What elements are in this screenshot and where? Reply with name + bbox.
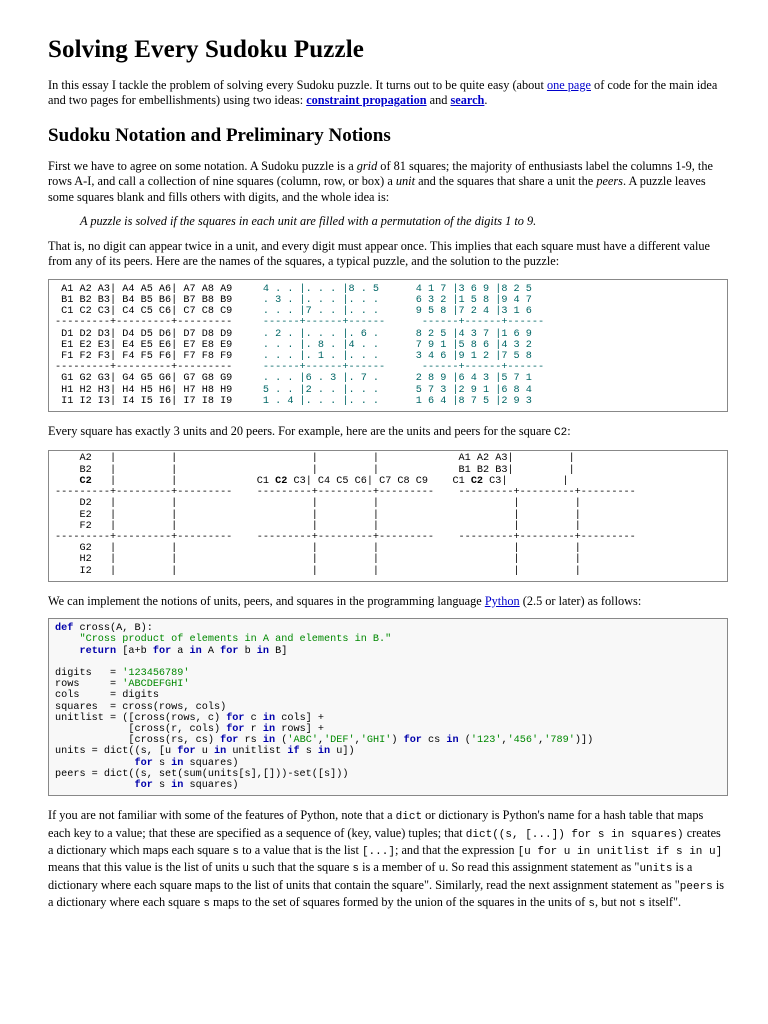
- square-names-row: C1 C2 C3| C4 C5 C6| C7 C8 C9: [55, 306, 233, 318]
- code-keyword: in: [262, 723, 276, 735]
- code-keyword: in: [256, 645, 270, 657]
- code-keyword: in: [213, 746, 227, 758]
- code-text: unitlist = ([cross(rows, c): [55, 712, 227, 724]
- solution-row: 2 8 9 |6 4 3 |5 7 1: [415, 373, 532, 385]
- column-unit-cell: A2: [55, 453, 111, 465]
- inline-code: s: [588, 898, 595, 911]
- code-keyword: for: [226, 723, 245, 735]
- section-heading: Sudoku Notation and Preliminary Notions: [48, 124, 391, 146]
- solution-row: 8 2 5 |4 3 7 |1 6 9: [415, 328, 532, 340]
- code-text: [55, 780, 134, 791]
- puzzle-row: 5 . . |2 . . |. . .: [262, 384, 380, 396]
- code-text: peers = dict((s, set(sum(units[s],[]))-set([s])): [55, 768, 349, 780]
- intro-text: and: [426, 93, 451, 108]
- code-text: cross(A, B):: [73, 623, 153, 635]
- code-keyword: return: [79, 645, 117, 657]
- code-text: [55, 657, 61, 668]
- python-code-block: [48, 618, 728, 796]
- article: [48, 30, 728, 922]
- code-text: digits =: [55, 667, 123, 679]
- code-text: (: [458, 735, 471, 747]
- code-keyword: in: [262, 712, 276, 724]
- paragraph-text: or dictionary is Python's name for a hash table that maps each key to a value; that these are specified as a sequence of (key, value) tuples; that: [48, 808, 704, 840]
- code-keyword: in: [171, 779, 184, 791]
- code-text: rows =: [55, 679, 123, 691]
- paragraph-text: :: [567, 424, 571, 439]
- code-text: [55, 646, 79, 657]
- solution-row: 4 1 7 |3 6 9 |8 2 5: [415, 283, 532, 295]
- separator-row: ---------+---------+--------- ---------+---------+--------- ---------+---------+---------: [55, 487, 636, 499]
- code-text: B]: [269, 645, 288, 657]
- code-text: [55, 758, 134, 769]
- paragraph-text: . So read this assignment statement as ": [445, 860, 640, 875]
- units-peers-block: A2 | | | | A1 A2 A3| | B2 | | | | B1 B2 B3| | C2 | | C1 C2 C3| C4 C5 C6| C7 C8 C9 C1 C2 C3| | ---------+---------+--------- ---------+---------+--------- ---------+---------+--------- D2 | | | | | | E2 | | | | | | F2 | | | | | | ---------+---------+--------- ---------+---------+--------- ---------+---------+--------- G2 | | | | | | H2 | | | | | | I2 | | | | | |: [48, 450, 728, 581]
- explanation-paragraph: [48, 808, 728, 912]
- inline-code: [...]: [361, 845, 395, 858]
- code-text: squares): [183, 779, 239, 791]
- column-unit-cell: B2: [55, 464, 111, 476]
- paragraph-text: , but not: [594, 895, 639, 910]
- inline-code: dict((s, [...]) for s in squares): [465, 828, 684, 841]
- solution-row: 5 7 3 |2 9 1 |6 8 4: [415, 384, 532, 396]
- key-idea-quote: A puzzle is solved if the squares in each unit are filled with a permutation of the digits 1 to 9.: [80, 214, 537, 229]
- square-names-row: B1 B2 B3| B4 B5 B6| B7 B8 B9: [55, 295, 233, 307]
- code-text: ,: [317, 735, 325, 747]
- emphasis-peers: peers: [596, 174, 623, 189]
- code-text: (: [275, 735, 288, 747]
- paragraph-text: is a dictionary where each square: [48, 877, 725, 910]
- emphasis-grid: grid: [356, 158, 378, 173]
- code-string: "Cross product of elements in A and elements in B.": [79, 634, 392, 646]
- inline-code: s: [352, 863, 360, 876]
- page-title: Solving Every Sudoku Puzzle: [48, 36, 364, 63]
- puzzle-row: 4 . . |. . . |8 . 5: [262, 283, 380, 295]
- square-names-row: G1 G2 G3| G4 G5 G6| G7 G8 G9: [55, 373, 233, 385]
- solution-row: 3 4 6 |9 1 2 |7 5 8: [415, 351, 532, 363]
- code-string: '789': [544, 735, 575, 747]
- code-text: b: [238, 645, 257, 657]
- emphasis-unit: unit: [395, 174, 415, 189]
- paragraph-text: means that this value is the list of units: [48, 860, 243, 875]
- paragraph-text: to a value that is the list: [239, 842, 362, 857]
- puzzle-row: . . . |. 1 . |. . .: [262, 351, 380, 363]
- notation-paragraph: [48, 159, 728, 205]
- inline-code: peers: [679, 880, 713, 893]
- separator-row: ---------+---------+--------- ---------+---------+--------- ---------+---------+---------: [55, 531, 636, 543]
- paragraph-text: We can implement the notions of units, peers, and squares in the programming language: [48, 593, 485, 608]
- paragraph-text: itself".: [645, 895, 682, 910]
- code-string: '123456789': [122, 667, 190, 679]
- code-text: units = dict((s, [u: [55, 746, 178, 758]
- code-string: 'ABC': [287, 735, 318, 747]
- code-text: [55, 634, 79, 645]
- code-text: s: [152, 757, 172, 769]
- square-names-row: I1 I2 I3| I4 I5 I6| I7 I8 I9: [55, 395, 233, 407]
- code-text: [cross(r, cols): [55, 723, 227, 735]
- inline-code: [u for u in unitlist if s in u]: [517, 845, 723, 858]
- puzzle-row: ------+------+------: [262, 317, 386, 329]
- column-unit-cell: E2: [55, 509, 111, 521]
- puzzle-row: . . . |6 . 3 |. 7 .: [262, 373, 380, 385]
- solution-row: 1 6 4 |8 7 5 |2 9 3: [415, 395, 532, 407]
- code-text: s: [152, 779, 172, 791]
- puzzle-row: . . . |7 . . |. . .: [262, 306, 380, 318]
- code-text: u: [195, 746, 214, 758]
- units-paragraph: [48, 424, 728, 441]
- code-text: [cross(rs, cs): [55, 735, 221, 747]
- intro-paragraph: [48, 78, 728, 109]
- code-keyword: for: [403, 735, 422, 747]
- paragraph-text: ; and that the expression: [394, 842, 518, 857]
- solution-row: 6 3 2 |1 5 8 |9 4 7: [415, 295, 532, 307]
- paragraph-text: such that the square: [248, 860, 353, 875]
- code-keyword: for: [220, 735, 239, 747]
- python-paragraph: [48, 594, 728, 609]
- puzzle-row: . 2 . |. . . |. 6 .: [262, 328, 380, 340]
- code-text: ,: [354, 735, 361, 747]
- one-page-link[interactable]: one page: [546, 78, 591, 92]
- paragraph-text: of 81 squares; the majority of enthusiasts label the columns 1-9, the rows A-I, and call a collection of nine squares (column, row, or box) a: [48, 158, 713, 189]
- code-string: '123': [470, 735, 502, 747]
- paragraph-text: If you are not familiar with some of the features of Python, note that a: [48, 808, 396, 823]
- paragraph-text: is a member of: [359, 860, 439, 875]
- solution-row: 9 5 8 |7 2 4 |3 1 6: [415, 306, 532, 318]
- code-keyword: in: [171, 757, 184, 769]
- square-names-row: F1 F2 F3| F4 F5 F6| F7 F8 F9: [55, 351, 233, 363]
- code-text: ,: [538, 735, 545, 747]
- inline-code: u: [438, 863, 446, 876]
- solution-row: ------+------+------: [421, 362, 545, 374]
- python-link[interactable]: Python: [484, 593, 520, 608]
- inline-code: s: [203, 898, 210, 911]
- code-text: A: [201, 645, 221, 657]
- square-names-row: H1 H2 H3| H4 H5 H6| H7 H8 H9: [55, 384, 233, 396]
- box-unit-cell: A2: [476, 453, 490, 465]
- code-text: squares): [183, 757, 239, 769]
- puzzle-row: ------+------+------: [262, 362, 386, 374]
- code-text: a: [171, 645, 190, 657]
- code-keyword: for: [226, 712, 245, 724]
- code-keyword: in: [189, 645, 202, 657]
- paragraph-text: creates a dictionary which maps each square: [48, 825, 721, 857]
- paragraph-text: Every square has exactly 3 units and 20 peers. For example, here are the units and peers for the square: [48, 424, 555, 439]
- code-text: cols = digits: [55, 690, 159, 702]
- code-keyword: def: [55, 623, 74, 635]
- paragraph-text: (2.5 or later) as follows:: [519, 593, 642, 608]
- puzzle-row: . 3 . |. . . |. . .: [262, 295, 380, 307]
- code-text: squares = cross(rows, cols): [55, 701, 227, 713]
- code-text: cols] +: [275, 712, 325, 724]
- puzzle-row: . . . |. 8 . |4 . .: [262, 339, 380, 351]
- inline-code: C2: [554, 427, 568, 440]
- square-names-row: D1 D2 D3| D4 D5 D6| D7 D8 D9: [55, 328, 233, 340]
- paragraph-text: . A puzzle leaves some squares blank and fills others with digits, and the whole idea is:: [48, 174, 706, 204]
- code-string: 'DEF': [324, 735, 355, 747]
- box-unit-cell: B2: [476, 464, 490, 476]
- search-link[interactable]: search: [450, 93, 485, 108]
- code-text: ,: [501, 735, 508, 747]
- code-text: )]): [574, 735, 594, 747]
- paragraph-text: is a dictionary where each square maps to the list of units that contain the square". Similarly, read the next assignment statement as ": [48, 860, 693, 892]
- code-keyword: if: [287, 746, 300, 758]
- inline-code: s: [638, 898, 646, 911]
- intro-text: .: [484, 93, 488, 108]
- square-names-row: ---------+---------+---------: [55, 317, 233, 329]
- code-text: ): [391, 735, 404, 747]
- row-unit-cell: C7 C8 C9: [372, 475, 428, 487]
- code-keyword: in: [262, 735, 276, 747]
- column-unit-cell: G2: [55, 543, 111, 555]
- code-keyword: for: [134, 757, 153, 769]
- column-unit-cell: I2: [55, 565, 111, 577]
- code-keyword: for: [220, 645, 239, 657]
- row-unit-cell: C4 C5 C6: [311, 475, 367, 487]
- inline-code: s: [232, 845, 239, 858]
- sudoku-grids-block: [48, 279, 728, 412]
- code-keyword: in: [446, 735, 459, 747]
- intro-text: In this essay I tackle the problem of solving every Sudoku puzzle. It turns out to be quite easy (about: [48, 78, 547, 92]
- paragraph-text: and the squares that share a unit the: [415, 174, 597, 189]
- constraint-propagation-link[interactable]: constraint propagation: [306, 93, 427, 108]
- code-text: r: [244, 723, 263, 735]
- column-unit-cell: D2: [55, 498, 111, 510]
- code-text: cs: [421, 735, 447, 747]
- squares-paragraph: That is, no digit can appear twice in a unit, and every digit must appear once. This implies that each square must have a different value from any of its peers. Here are the names of the squares, a typical puzzle, and the solution to the puzzle:: [48, 239, 710, 269]
- inline-code: dict: [395, 811, 423, 824]
- paragraph-text: First we have to agree on some notation. A Sudoku puzzle is a: [48, 158, 357, 173]
- square-names-row: A1 A2 A3| A4 A5 A6| A7 A8 A9: [55, 283, 233, 295]
- box-unit-cell: C2: [470, 475, 484, 487]
- code-keyword: for: [177, 746, 196, 758]
- code-keyword: for: [152, 645, 172, 657]
- solution-row: ------+------+------: [421, 317, 545, 329]
- column-unit-cell: F2: [55, 520, 111, 532]
- code-text: [a+b: [116, 645, 153, 657]
- column-unit-cell: C2: [55, 475, 111, 487]
- code-text: s: [299, 746, 318, 758]
- code-text: rows] +: [275, 723, 325, 735]
- square-names-row: E1 E2 E3| E4 E5 E6| E7 E8 E9: [55, 339, 233, 351]
- code-keyword: in: [317, 746, 331, 758]
- puzzle-row: 1 . 4 |. . . |. . .: [262, 395, 380, 407]
- solution-row: 7 9 1 |5 8 6 |4 3 2: [415, 339, 532, 351]
- inline-code: u: [242, 863, 249, 876]
- code-text: unitlist: [226, 746, 288, 758]
- inline-code: units: [639, 863, 673, 876]
- highlight-c2: C2: [275, 475, 288, 487]
- code-string: '456': [507, 735, 539, 747]
- code-string: 'ABCDEFGHI': [122, 679, 190, 691]
- code-text: c: [244, 712, 263, 724]
- paragraph-text: maps to the set of squares formed by the union of the squares in the units of: [209, 895, 589, 910]
- column-unit-cell: H2: [55, 554, 111, 566]
- code-text: rs: [238, 735, 263, 747]
- intro-text: of code for the main idea and two pages for embellishments) using two ideas:: [48, 78, 718, 108]
- code-string: 'GHI': [360, 735, 392, 747]
- code-keyword: for: [134, 779, 153, 791]
- square-names-row: ---------+---------+---------: [55, 362, 233, 374]
- code-text: u]): [330, 746, 355, 758]
